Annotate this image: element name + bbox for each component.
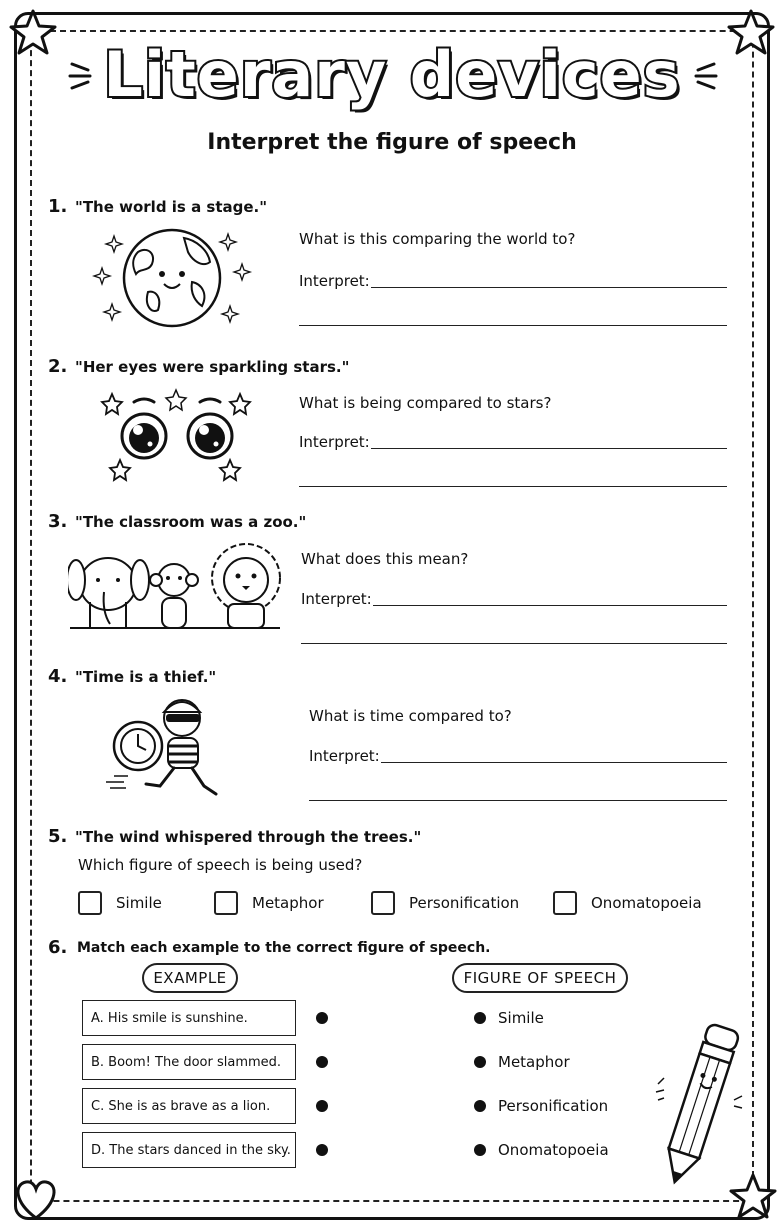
question-number: 4.: [48, 666, 68, 687]
question-prompt: What is this comparing the world to?: [299, 230, 576, 248]
match-dot-right[interactable]: [474, 1100, 486, 1112]
example-box: B. Boom! The door slammed.: [82, 1044, 296, 1080]
question-number: 3.: [48, 511, 68, 532]
figure-label: Simile: [498, 1009, 544, 1027]
option-label: Metaphor: [252, 894, 324, 912]
smiling-pencil-icon: [650, 1014, 750, 1194]
question-quote: "The classroom was a zoo.": [75, 513, 307, 531]
smiling-globe-icon: [92, 222, 260, 332]
question-quote: "The wind whispered through the trees.": [75, 828, 422, 846]
answer-line[interactable]: [371, 448, 727, 449]
page-subtitle: Interpret the figure of speech: [207, 130, 577, 155]
figure-of-speech-header: FIGURE OF SPEECH: [452, 963, 628, 993]
question-number: 6.: [48, 937, 68, 958]
match-dot-left[interactable]: [316, 1012, 328, 1024]
interpret-label: Interpret:: [299, 272, 370, 290]
match-dot-left[interactable]: [316, 1056, 328, 1068]
example-box: D. The stars danced in the sky.: [82, 1132, 296, 1168]
question-prompt: What does this mean?: [301, 550, 469, 568]
match-dot-left[interactable]: [316, 1144, 328, 1156]
checkbox[interactable]: [553, 891, 577, 915]
figure-label: Metaphor: [498, 1053, 570, 1071]
checkbox[interactable]: [78, 891, 102, 915]
answer-line[interactable]: [381, 762, 727, 763]
match-dot-right[interactable]: [474, 1056, 486, 1068]
option-simile[interactable]: [78, 890, 162, 916]
interpret-label: Interpret:: [301, 590, 372, 608]
option-metaphor[interactable]: [214, 890, 324, 916]
figure-label: Personification: [498, 1097, 609, 1115]
answer-line[interactable]: [373, 605, 727, 606]
option-label: Onomatopoeia: [591, 894, 702, 912]
question-number: 2.: [48, 356, 68, 377]
page-title: Literary devices: [103, 38, 681, 111]
match-dot-right[interactable]: [474, 1012, 486, 1024]
interpret-label: Interpret:: [299, 433, 370, 451]
option-onomatopoeia[interactable]: [553, 890, 702, 916]
figure-label: Onomatopoeia: [498, 1141, 609, 1159]
option-personification[interactable]: [371, 890, 519, 916]
match-dot-right[interactable]: [474, 1144, 486, 1156]
question-prompt: What is being compared to stars?: [299, 394, 552, 412]
question-number: 1.: [48, 196, 68, 217]
question-instruction: Match each example to the correct figure of speech.: [77, 940, 491, 956]
checkbox[interactable]: [371, 891, 395, 915]
answer-line[interactable]: [299, 325, 727, 326]
thief-with-clock-icon: [104, 690, 228, 802]
question-quote: "Time is a thief.": [75, 668, 217, 686]
question-quote: "Her eyes were sparkling stars.": [75, 358, 350, 376]
question-prompt: Which figure of speech is being used?: [78, 856, 363, 874]
zoo-animals-icon: [68, 540, 282, 632]
interpret-label: Interpret:: [309, 747, 380, 765]
question-number: 5.: [48, 826, 68, 847]
answer-line[interactable]: [371, 287, 727, 288]
question-prompt: What is time compared to?: [309, 707, 512, 725]
match-dot-left[interactable]: [316, 1100, 328, 1112]
answer-line[interactable]: [309, 800, 727, 801]
answer-line[interactable]: [301, 643, 727, 644]
answer-line[interactable]: [299, 486, 727, 487]
example-header: EXAMPLE: [142, 963, 238, 993]
heart-icon: [10, 1172, 62, 1224]
example-box: A. His smile is sunshine.: [82, 1000, 296, 1036]
checkbox[interactable]: [214, 891, 238, 915]
option-label: Simile: [116, 894, 162, 912]
question-quote: "The world is a stage.": [75, 198, 268, 216]
sparkling-eyes-icon: [96, 386, 260, 482]
option-label: Personification: [409, 894, 520, 912]
example-box: C. She is as brave as a lion.: [82, 1088, 296, 1124]
